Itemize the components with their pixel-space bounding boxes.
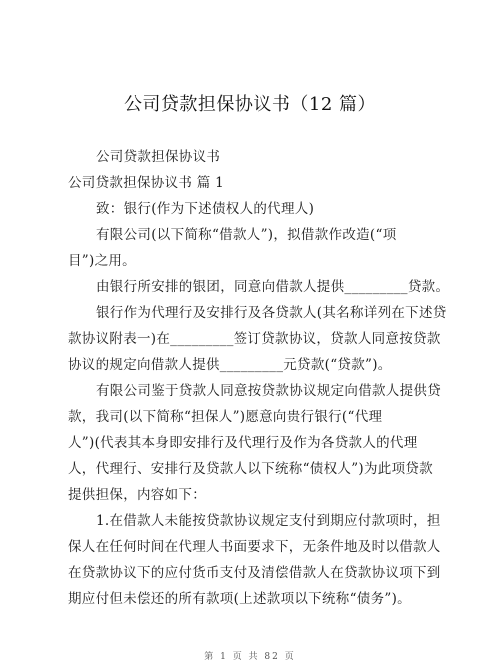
paragraph-line: 由银行所安排的银团，同意向借款人提供_________贷款。	[96, 279, 450, 295]
paragraph-line: 公司贷款担保协议书	[96, 149, 221, 165]
paragraph-line: 提供担保，内容如下：	[68, 487, 206, 503]
paragraph-line: 1.在借款人未能按贷款协议规定支付到期应付款项时，担	[96, 513, 441, 529]
paragraph-line: 目”)之用。	[68, 253, 136, 269]
paragraph-line: 银行作为代理行及安排行及各贷款人(其名称详列在下述贷	[96, 305, 447, 321]
paragraph-line: 人，代理行、安排行及贷款人以下统称“债权人”)为此项贷款	[68, 461, 433, 477]
paragraph-line: 在贷款协议下的应付货币支付及清偿借款人在贷款协议项下到	[68, 565, 441, 581]
paragraph-line: 期应付但未偿还的所有款项(上述款项以下统称“债务”)。	[68, 591, 411, 607]
page-number-footer: 第 1 页 共 82 页	[204, 652, 296, 662]
paragraph-line: 有限公司鉴于贷款人同意按贷款协议规定向借款人提供贷	[96, 383, 441, 399]
paragraph-line: 款协议附表一)在_________签订贷款协议，贷款人同意按贷款	[68, 331, 441, 347]
paragraph-line: 协议的规定向借款人提供_________元贷款(“贷款”)。	[68, 357, 392, 373]
document-title: 公司贷款担保协议书（12 篇）	[123, 94, 377, 115]
paragraph-line: 保人在任何时间在代理人书面要求下，无条件地及时以借款人	[68, 539, 441, 555]
paragraph-line: 款，我司(以下简称“担保人”)愿意向贵行银行(“代理	[68, 409, 383, 425]
paragraph-line: 有限公司(以下简称“借款人”)，拟借款作改造(“项	[96, 227, 397, 243]
paragraph-line: 公司贷款担保协议书 篇 1	[68, 175, 225, 191]
paragraph-line: 致：银行(作为下述债权人的代理人)	[96, 201, 315, 217]
paragraph-line: 人”)(代表其本身即安排行及代理行及作为各贷款人的代理	[68, 435, 418, 451]
